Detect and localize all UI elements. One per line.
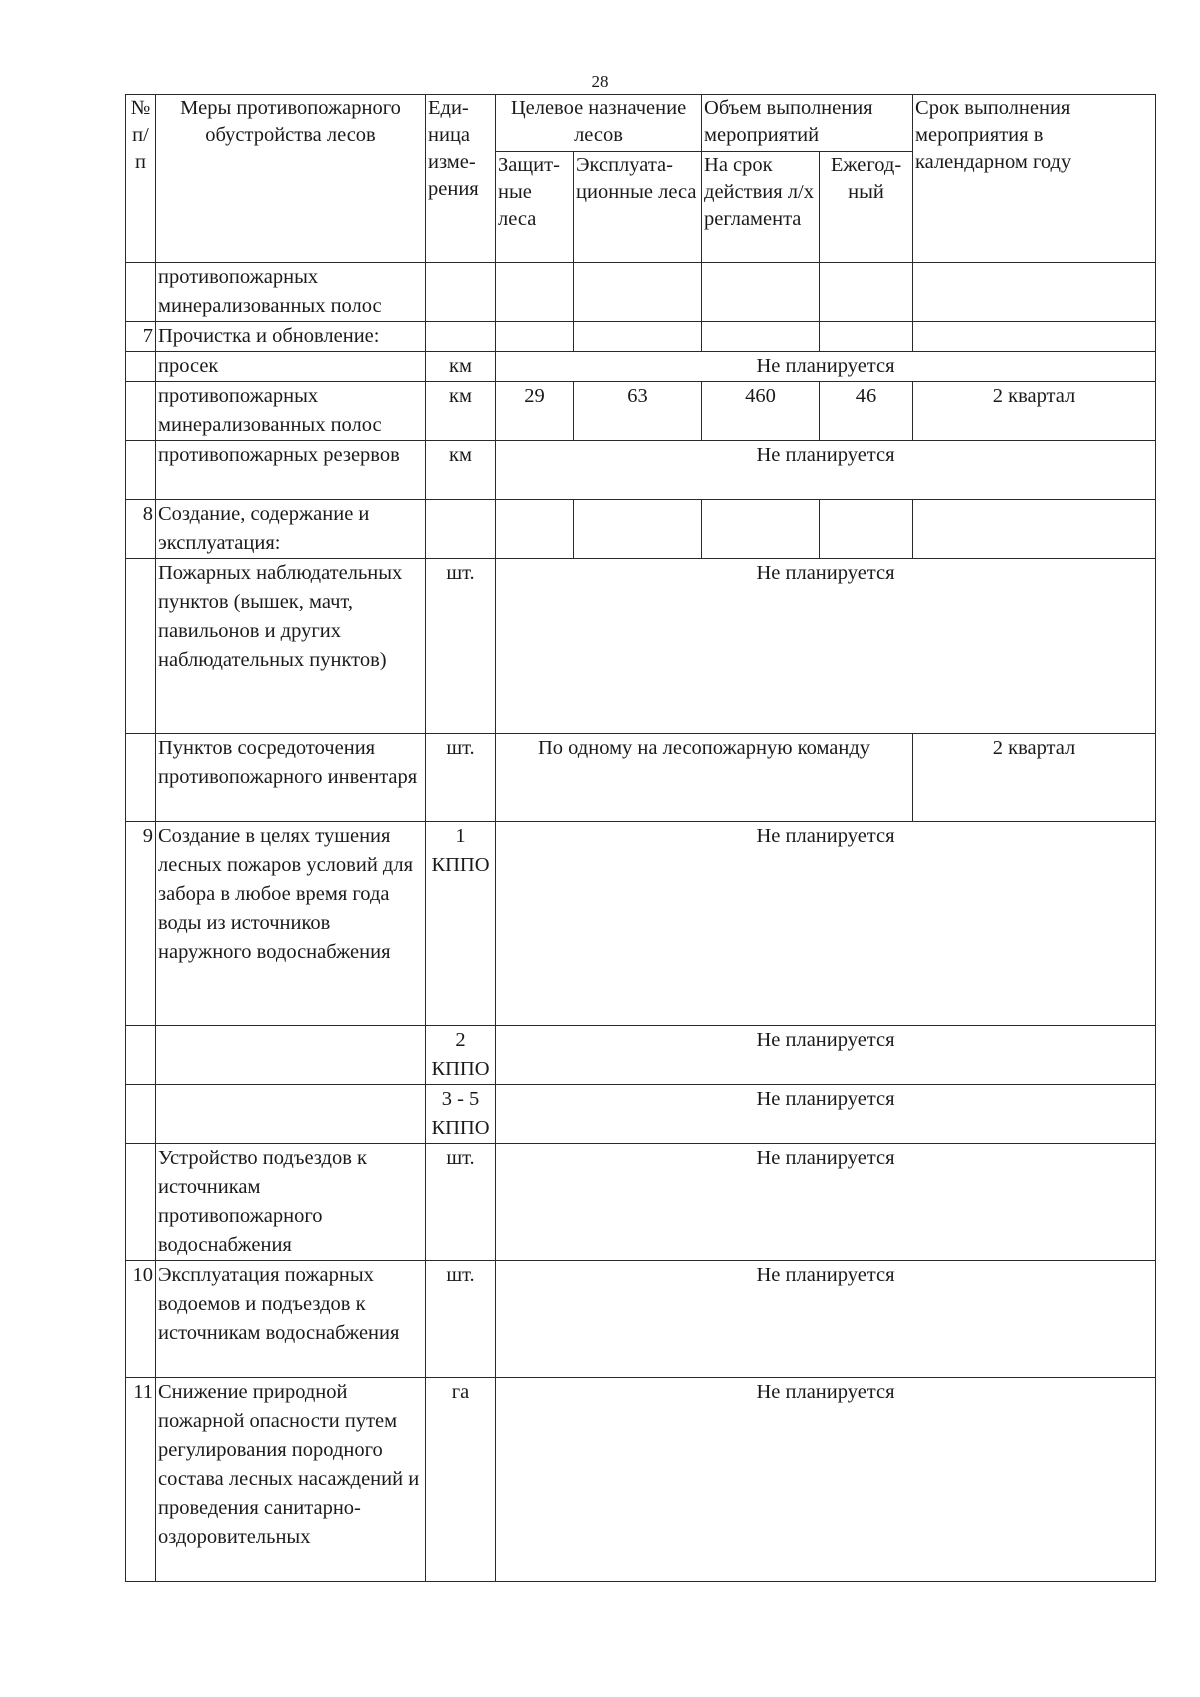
header-annual: Ежегод-ный [820,152,913,263]
not-planned-cell: Не планируется [496,441,1156,500]
not-planned-cell: Не планируется [496,1261,1156,1378]
term-value: 2 квартал [913,382,1156,441]
measure-cell: противопожарных минерализованных полос [156,382,426,441]
not-planned-cell: Не планируется [496,822,1156,1026]
exploitation-value: 63 [574,382,702,441]
row-number: 7 [126,322,156,352]
measure-cell: противопожарных резервов [156,441,426,500]
measure-cell: противопожарных минерализованных полос [156,263,426,322]
header-purpose: Целевое назначение лесов [496,95,702,152]
measure-cell: Создание в целях тушения лесных пожаров условий для забора в любое время года воды из источников наружного водоснабжения [156,822,426,1026]
annual-value: 46 [820,382,913,441]
unit-cell: шт. [426,1144,496,1261]
not-planned-cell: Не планируется [496,1085,1156,1144]
table-row [126,1261,1156,1378]
table-row [126,1144,1156,1261]
table-row [126,822,1156,1026]
not-planned-cell: Не планируется [496,1026,1156,1085]
row-number: 9 [126,822,156,1026]
table-row [126,352,1156,382]
header-volume: Объем выполнения мероприятий [702,95,913,152]
table-row [126,322,1156,352]
unit-cell: шт. [426,559,496,734]
table-row [126,1026,1156,1085]
measure-cell: Пунктов сосредоточения противопожарного инвентаря [156,734,426,822]
header-protective: Защит-ные леса [496,152,574,263]
header-unit: Еди-ница изме-рения [426,95,496,263]
not-planned-cell: Не планируется [496,352,1156,382]
measure-cell: Устройство подъездов к источникам противопожарного водоснабжения [156,1144,426,1261]
table-header-row [126,95,1156,152]
unit-cell: шт. [426,734,496,822]
unit-cell: га [426,1378,496,1582]
table-row [126,1085,1156,1144]
protective-value: 29 [496,382,574,441]
page-number: 28 [591,72,609,91]
measure-cell: Эксплуатация пожарных водоемов и подъездов к источникам водоснабжения [156,1261,426,1378]
header-number: № п/п [126,95,156,263]
table-row [126,1378,1156,1582]
header-term: Срок выполнения мероприятия в календарном году [913,95,1156,263]
header-exploitation: Эксплуата-ционные леса [574,152,702,263]
table-row [126,382,1156,441]
table-row [126,559,1156,734]
unit-cell: шт. [426,1261,496,1378]
measure-cell: просек [156,352,426,382]
table-row [126,263,1156,322]
unit-cell: км [426,352,496,382]
header-validity: На срок действия л/х регламента [702,152,820,263]
header-measures: Меры противопожарного обустройства лесов [156,95,426,263]
measure-cell: Создание, содержание и эксплуатация: [156,500,426,559]
unit-cell: 1 КППО [426,822,496,1026]
validity-value: 460 [702,382,820,441]
measure-cell: Снижение природной пожарной опасности путем регулирования породного состава лесных насаждений и проведения санитарно-оздоровительных [156,1378,426,1582]
not-planned-cell: Не планируется [496,1144,1156,1261]
unit-cell: 3 - 5 КППО [426,1085,496,1144]
not-planned-cell: Не планируется [496,559,1156,734]
table-row [126,441,1156,500]
unit-cell: 2 КППО [426,1026,496,1085]
row-number: 11 [126,1378,156,1582]
measure-cell: Пожарных наблюдательных пунктов (вышек, мачт, павильонов и других наблюдательных пунктов) [156,559,426,734]
fire-measures-table [125,94,1156,1582]
table-row [126,734,1156,822]
one-per-team-cell: По одному на лесопожарную команду [496,734,913,822]
unit-cell: км [426,441,496,500]
measure-cell: Прочистка и обновление: [156,322,426,352]
row-number: 8 [126,500,156,559]
row-number: 10 [126,1261,156,1378]
table-row [126,500,1156,559]
not-planned-cell: Не планируется [496,1378,1156,1582]
term-value: 2 квартал [913,734,1156,822]
unit-cell: км [426,382,496,441]
